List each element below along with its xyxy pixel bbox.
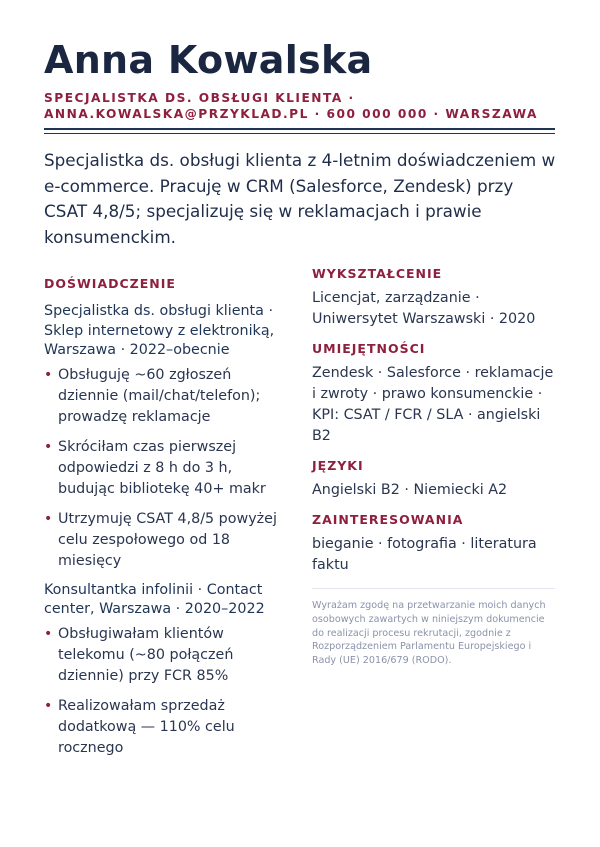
- job-entry: [44, 581, 290, 759]
- bullet-icon: •: [44, 366, 53, 383]
- bullet-icon: •: [44, 625, 53, 642]
- experience-heading: DOŚWIADCZENIE: [44, 276, 176, 291]
- header-divider-thin: [44, 133, 555, 134]
- contact-line-role: SPECJALISTKA DS. OBSŁUGI KLIENTA ·: [44, 91, 355, 105]
- education-text: Licencjat, zarządzanie · Uniwersytet Warszawski · 2020: [312, 290, 536, 327]
- bullet-icon: •: [44, 438, 53, 455]
- contact-line-details: ANNA.KOWALSKA@PRZYKLAD.PL · 600 000 000 · WARSZAWA: [44, 107, 538, 121]
- skills-heading: UMIEJĘTNOŚCI: [312, 341, 426, 356]
- job-title: Specjalistka ds. obsługi klienta · Sklep internetowy z elektroniką, Warszawa · 2022–obecnie: [44, 303, 275, 358]
- skills-text: Zendesk · Salesforce · reklamacje i zwroty · prawo konsumenckie · KPI: CSAT / FCR / SLA · angielski B2: [312, 365, 554, 444]
- profile-summary: Specjalistka ds. obsługi klienta z 4-letnim doświadczeniem w e-commerce. Pracuję w CRM (Salesforce, Zendesk) przy CSAT 4,8/5; specjalizuję się w reklamacjach i prawie konsumenckim.: [44, 150, 556, 247]
- interests-heading: ZAINTERESOWANIA: [312, 512, 464, 527]
- right-column: [312, 265, 556, 668]
- bullet-text: Realizowałam sprzedaż dodatkową — 110% celu rocznego: [58, 697, 235, 756]
- bullet-item: [44, 365, 290, 428]
- candidate-name: Anna Kowalska: [44, 38, 373, 82]
- header-divider-thick: [44, 128, 555, 130]
- gdpr-consent-clause: Wyrażam zgodę na przetwarzanie moich danych osobowych zawartych w niniejszym dokumencie do realizacji procesu rekrutacji, zgodnie z Rozporządzeniem Parlamentu Europejskiego i Rady (UE) 2016/679 (RODO).: [312, 600, 546, 667]
- job-title: Konsultantka infolinii · Contact center, Warszawa · 2020–2022: [44, 581, 265, 617]
- bullet-text: Obsługiwałam klientów telekomu (~80 połączeń dziennie) przy FCR 85%: [58, 625, 234, 684]
- contact-line: [44, 90, 564, 122]
- bullet-item: [44, 624, 290, 687]
- education-section: [312, 265, 556, 330]
- bullet-icon: •: [44, 510, 53, 527]
- bullet-item: [44, 509, 290, 572]
- bullet-text: Skróciłam czas pierwszej odpowiedzi z 8 h do 3 h, budując bibliotekę 40+ makr: [58, 438, 266, 497]
- languages-text: Angielski B2 · Niemiecki A2: [312, 482, 508, 498]
- job-bullets: [44, 365, 290, 572]
- interests-section: [312, 511, 556, 576]
- languages-heading: JĘZYKI: [312, 458, 364, 473]
- job-bullets: [44, 624, 290, 759]
- interests-text: bieganie · fotografia · literatura faktu: [312, 536, 537, 573]
- bullet-item: [44, 437, 290, 500]
- bullet-text: Obsługuję ~60 zgłoszeń dziennie (mail/chat/telefon); prowadzę reklamacje: [58, 366, 261, 425]
- consent-divider: [312, 588, 555, 589]
- skills-section: [312, 340, 556, 447]
- languages-section: [312, 457, 556, 501]
- left-column: [44, 275, 290, 768]
- bullet-icon: •: [44, 697, 53, 714]
- bullet-text: Utrzymuję CSAT 4,8/5 powyżej celu zespołowego od 18 miesięcy: [58, 510, 277, 569]
- bullet-item: [44, 696, 290, 759]
- education-heading: WYKSZTAŁCENIE: [312, 266, 443, 281]
- job-entry: [44, 302, 290, 572]
